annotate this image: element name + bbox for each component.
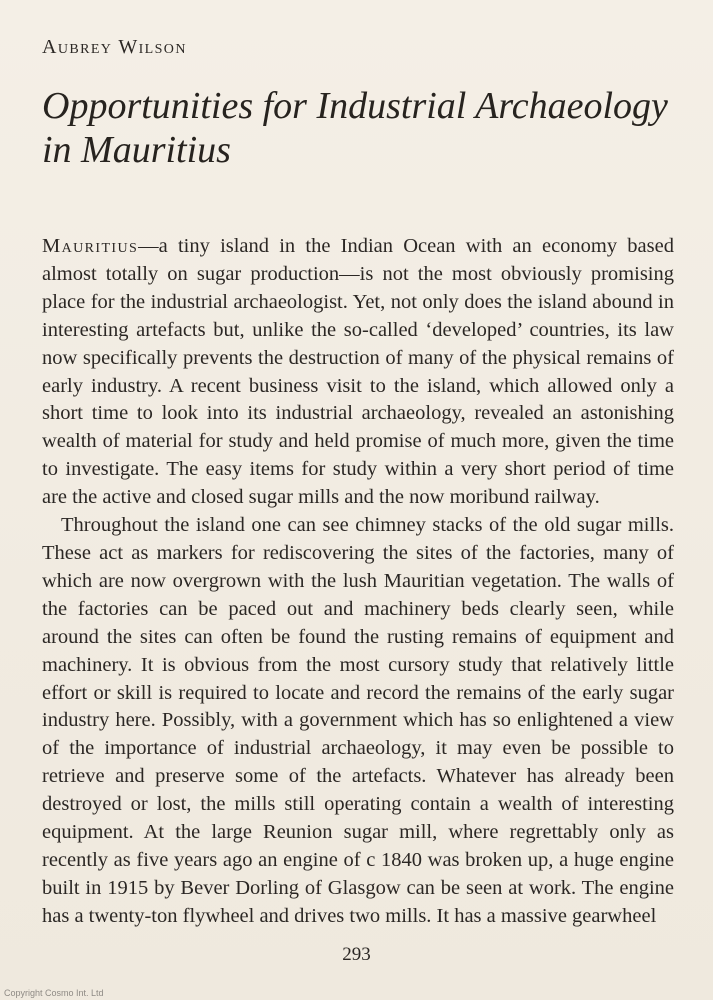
paragraph-1 (42, 233, 674, 512)
paragraph-1-text: —a tiny island in the Indian Ocean with an economy based almost totally on sugar production—is not the most obviously promising place for the industrial archaeologist. Yet, not only does the island abound in interesting artefacts but, unlike the so-called ‘developed’ countries, its law now specifically prevents the destruction of many of the physical remains of early industry. A recent business visit to the island, which allowed only a short time to look into its industrial archaeology, revealed an astonishing wealth of material for study and held promise of much more, given the time to investigate. The easy items for study within a very short period of time are the active and closed sugar mills and the now moribund railway. (42, 235, 674, 509)
article-title: Opportunities for Industrial Archaeology in Mauritius (42, 85, 668, 171)
copyright-watermark: Copyright Cosmo Int. Ltd (4, 988, 104, 998)
author-name: Aubrey Wilson (42, 36, 187, 58)
lead-word: Mauritius (42, 235, 139, 257)
paragraph-2: Throughout the island one can see chimney stacks of the old sugar mills. These act as markers for rediscovering the sites of the factories, many of which are now overgrown with the lush Mauritian vegetation. The walls of the factories can be paced out and machinery beds clearly seen, while around the sites can often be found the rusting remains of equipment and machinery. It is obvious from the most cursory study that relatively little effort or skill is required to locate and record the remains of the early sugar industry here. Possibly, with a government which has so enlightened a view of the importance of industrial archaeology, it may even be possible to retrieve and preserve some of the artefacts. Whatever has already been destroyed or lost, the mills still operating contain a wealth of interesting equipment. At the large Reunion sugar mill, where regrettably only as recently as five years ago an engine of c 1840 was broken up, a huge engine built in 1915 by Bever Dorling of Glasgow can be seen at work. The engine has a twenty-ton flywheel and drives two mills. It has a massive gearwheel (42, 514, 674, 927)
article-body (42, 233, 674, 931)
page-number: 293 (342, 944, 371, 965)
